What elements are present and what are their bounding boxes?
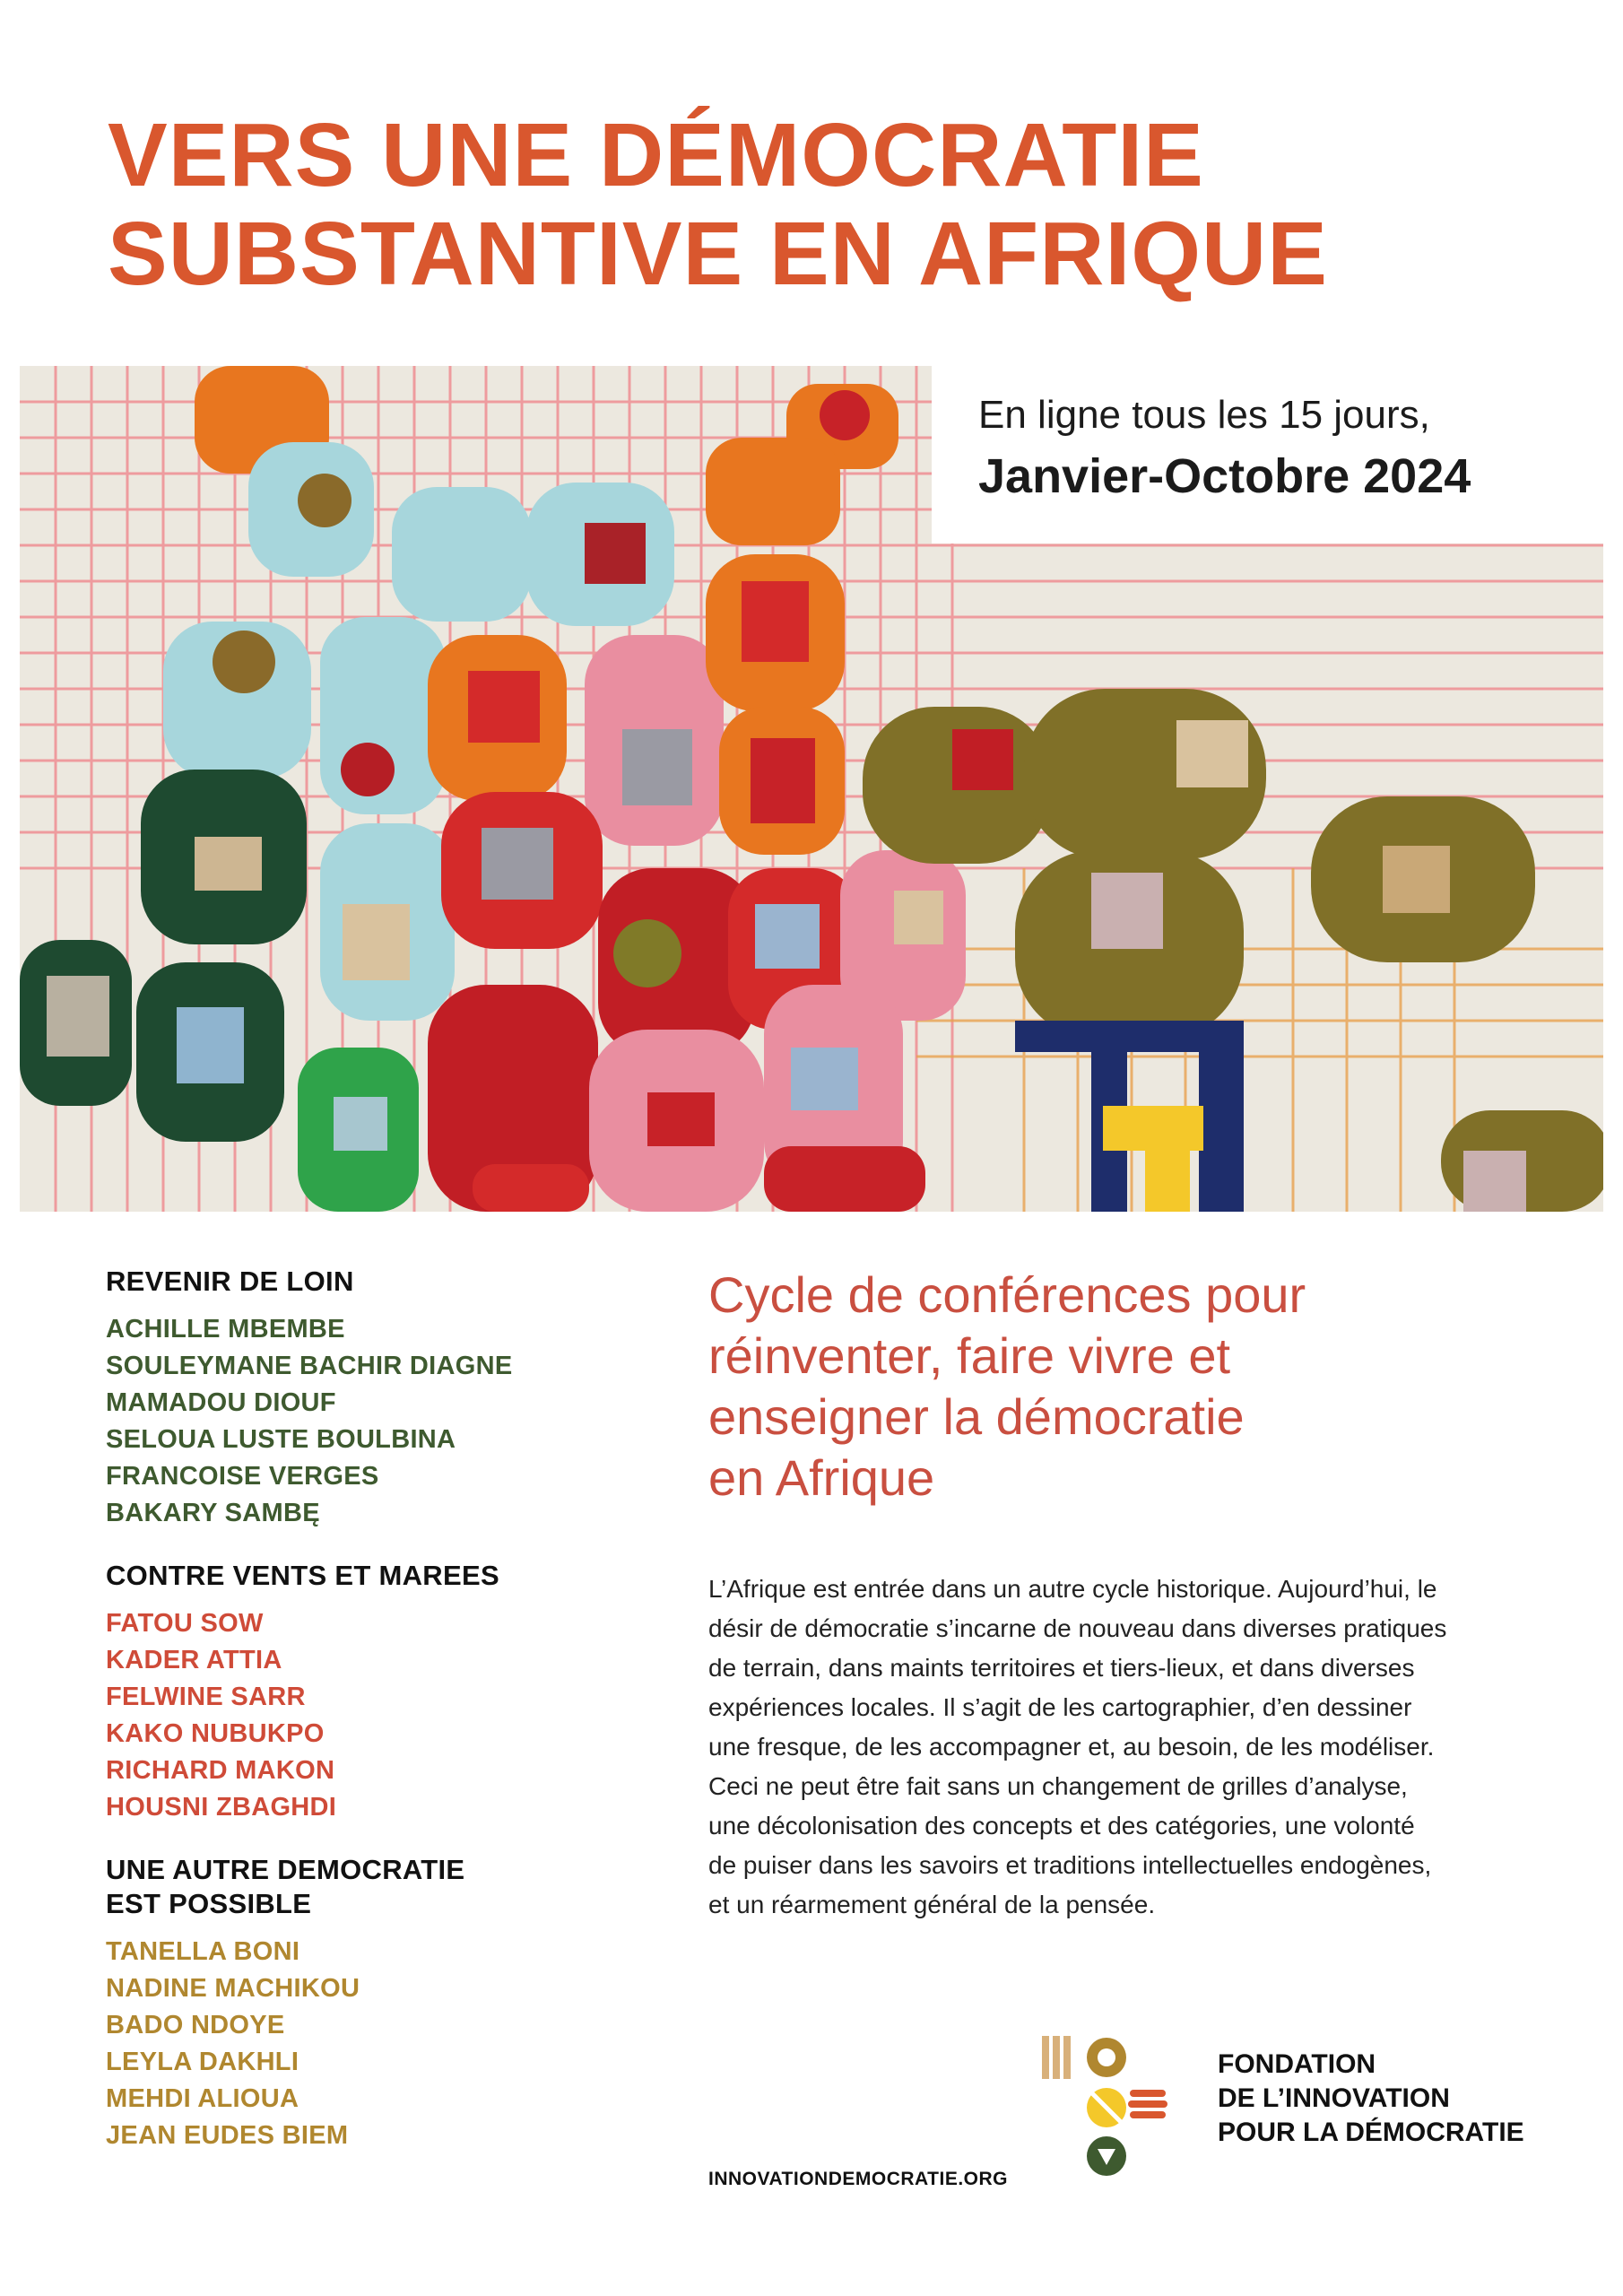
dates-frequency: En ligne tous les 15 jours, [978,393,1430,437]
speaker-name: BADO NDOYE [106,2011,285,2039]
section-heading: REVENIR DE LOIN [106,1265,354,1297]
foundation-name [1218,2048,1524,2150]
org-line-2: DE L’INNOVATION [1218,2083,1450,2113]
foundation-logo-icon [1042,2036,1167,2179]
title-line-2: SUBSTANTIVE EN AFRIQUE [108,204,1328,304]
page-title [108,106,1560,303]
section-heading-line-1: UNE AUTRE DEMOCRATIE [106,1854,465,1885]
body-line: de puiser dans les savoirs et traditions intellectuelles endogènes, [708,1851,1432,1879]
speaker-name: SOULEYMANE BACHIR DIAGNE [106,1352,513,1380]
body-line: expériences locales. Il s’agit de les cartographier, d’en dessiner [708,1693,1412,1721]
org-line-1: FONDATION [1218,2049,1376,2079]
org-line-3: POUR LA DÉMOCRATIE [1218,2118,1524,2147]
speaker-name: MEHDI ALIOUA [106,2084,299,2113]
speaker-name: LEYLA DAKHLI [106,2048,299,2076]
dates-panel [932,366,1603,544]
program-section-3 [106,1853,608,2154]
description-text [708,1570,1533,1925]
speaker-name: RICHARD MAKON [106,1756,335,1785]
program-section-1 [106,1265,608,1532]
section-heading: CONTRE VENTS ET MAREES [106,1560,499,1591]
subtitle [708,1265,1515,1509]
speaker-name: FATOU SOW [106,1609,264,1638]
speaker-name: BAKARY SAMBĘ [106,1499,320,1527]
subtitle-line: enseigner la démocratie [708,1388,1245,1445]
speaker-name: MAMADOU DIOUF [106,1388,336,1417]
speaker-name: FRANCOISE VERGES [106,1462,379,1491]
website-link[interactable]: INNOVATIONDEMOCRATIE.ORG [708,2169,1008,2189]
body-line: de terrain, dans maints territoires et tiers-lieux, et dans diverses [708,1654,1415,1682]
title-line-1: VERS UNE DÉMOCRATIE [108,105,1204,205]
body-line: une décolonisation des concepts et des catégories, une volonté [708,1812,1415,1839]
body-line: une fresque, de les accompagner et, au besoin, de les modéliser. [708,1733,1435,1761]
program-list [106,1265,608,2181]
speaker-name: ACHILLE MBEMBE [106,1315,345,1344]
speaker-name: SELOUA LUSTE BOULBINA [106,1425,456,1454]
speaker-name: JEAN EUDES BIEM [106,2121,349,2150]
subtitle-line: réinventer, faire vivre et [708,1327,1231,1384]
speaker-name: KADER ATTIA [106,1646,282,1674]
dates-period: Janvier-Octobre 2024 [978,449,1471,503]
body-line: Ceci ne peut être fait sans un changement de grilles d’analyse, [708,1772,1408,1800]
body-line: L’Afrique est entrée dans un autre cycle historique. Aujourd’hui, le [708,1575,1437,1603]
speaker-name: TANELLA BONI [106,1937,300,1966]
subtitle-line: en Afrique [708,1449,935,1506]
speaker-name: FELWINE SARR [106,1683,306,1711]
section-heading [106,1853,608,1921]
speaker-name: HOUSNI ZBAGHDI [106,1793,337,1822]
subtitle-line: Cycle de conférences pour [708,1266,1306,1323]
speaker-name: NADINE MACHIKOU [106,1974,360,2003]
body-line: et un réarmement général de la pensée. [708,1891,1156,1918]
section-heading-line-2: EST POSSIBLE [106,1888,312,1919]
speaker-name: KAKO NUBUKPO [106,1719,325,1748]
body-line: désir de démocratie s’incarne de nouveau dans diverses pratiques [708,1614,1447,1642]
program-section-2 [106,1559,608,1826]
